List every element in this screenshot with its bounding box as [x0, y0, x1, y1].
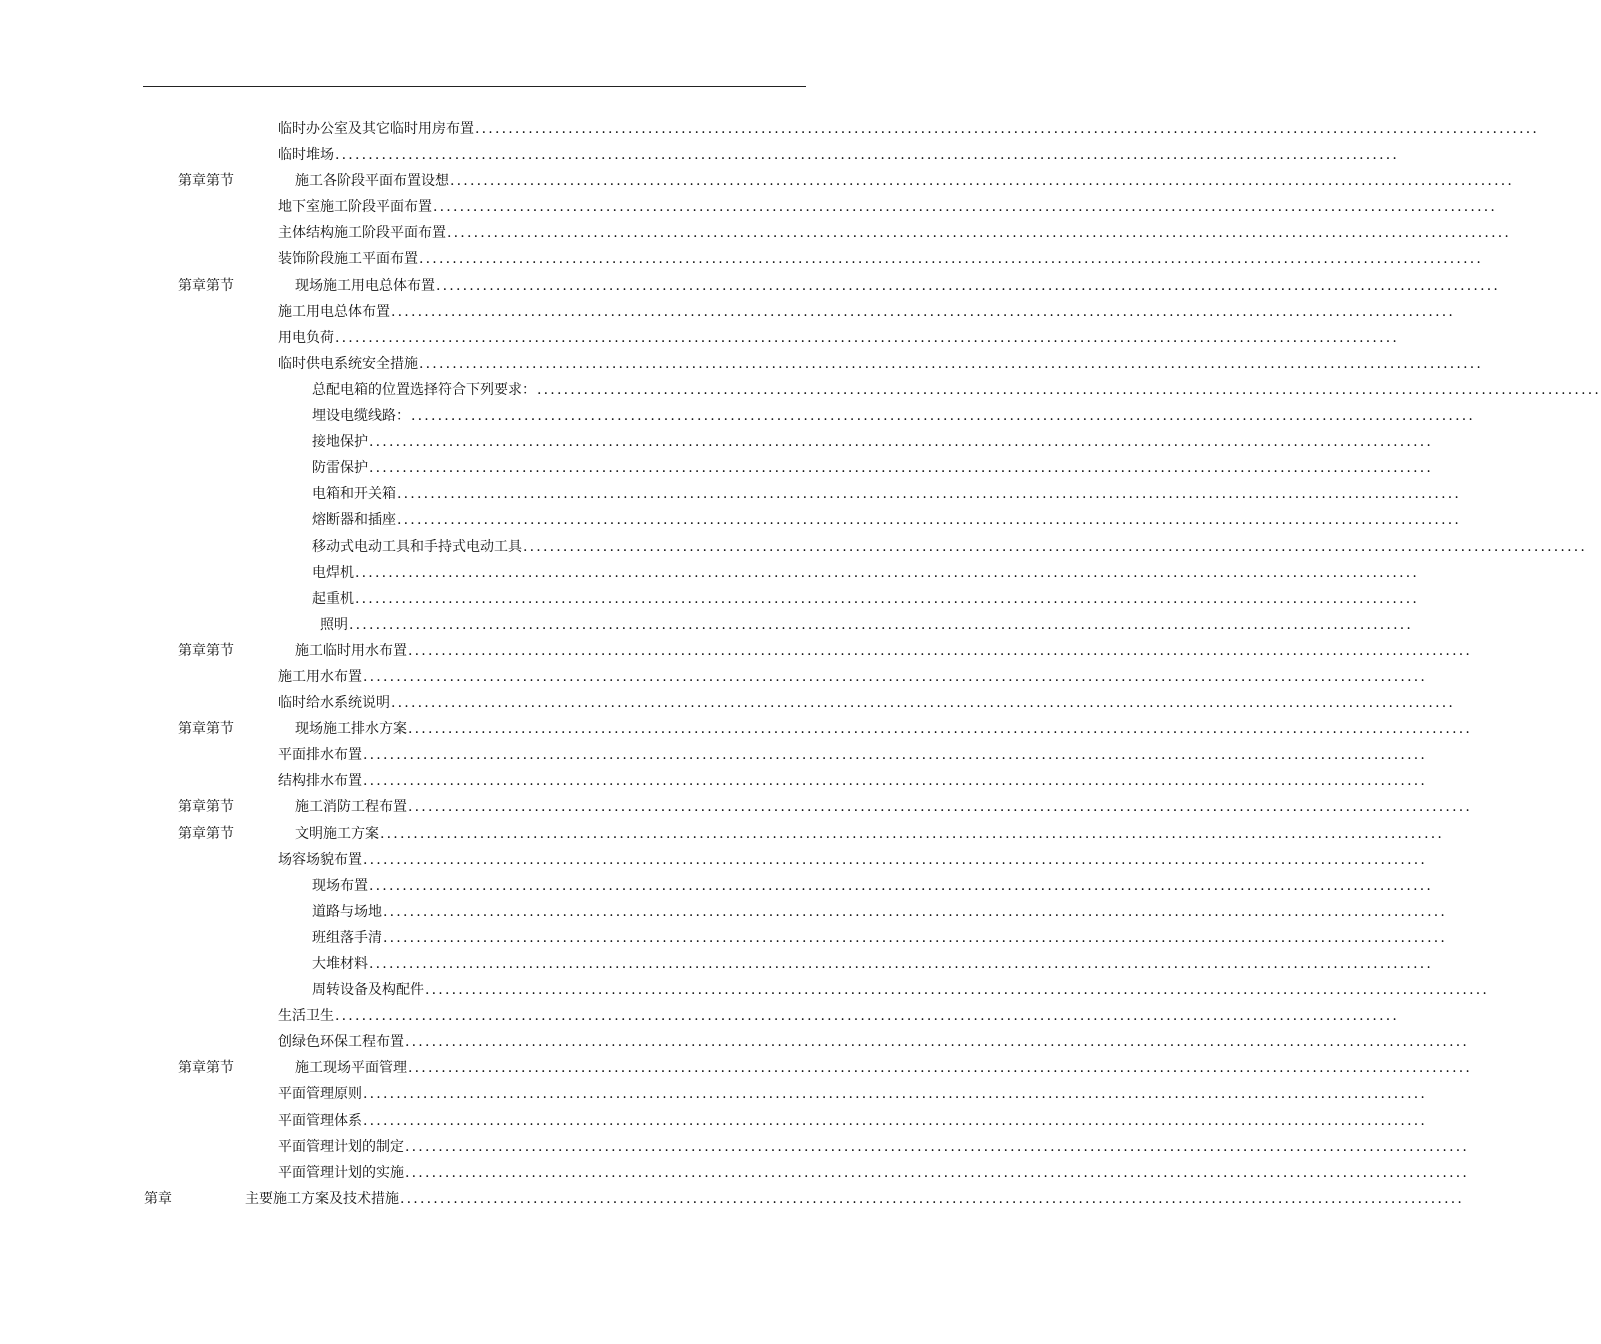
toc-dot-leader: ................................................................................................................................................................ [391, 695, 1456, 712]
toc-entry [0, 350, 1484, 376]
toc-entry [0, 480, 1462, 506]
toc-entry [0, 846, 1428, 872]
toc-entry [0, 219, 1512, 245]
toc-entry [0, 272, 1501, 298]
toc-entry-title: 移动式电动工具和手持式电动工具 [312, 538, 522, 555]
toc-entry [0, 976, 1490, 1002]
toc-dot-leader: ................................................................................................................................................................ [400, 1190, 1465, 1207]
toc-entry [0, 402, 1476, 428]
toc-entry [0, 559, 1420, 585]
toc-entry-title: 平面排水布置 [278, 747, 362, 764]
toc-entry-title: 结构排水布置 [278, 773, 362, 790]
toc-dot-leader: ................................................................................................................................................................ [419, 251, 1484, 268]
toc-entry-title: 现场施工排水方案 [295, 721, 407, 738]
toc-dot-leader: ................................................................................................................................................................ [523, 538, 1588, 555]
toc-dot-leader: ................................................................................................................................................................ [537, 381, 1601, 398]
toc-entry [0, 1185, 1465, 1211]
toc-dot-leader: ................................................................................................................................................................ [380, 825, 1445, 842]
toc-entry [0, 193, 1498, 219]
toc-dot-leader: ................................................................................................................................................................ [349, 616, 1414, 633]
toc-entry-number: 第章第节 [178, 173, 234, 190]
toc-entry [0, 663, 1428, 689]
toc-entry [0, 950, 1434, 976]
toc-entry [0, 245, 1484, 271]
toc-entry [0, 1080, 1428, 1106]
toc-entry [0, 924, 1448, 950]
toc-entry [0, 689, 1456, 715]
toc-dot-leader: ................................................................................................................................................................ [405, 1034, 1470, 1051]
toc-entry-title: 装饰阶段施工平面布置 [278, 251, 418, 268]
toc-dot-leader: ................................................................................................................................................................ [363, 1086, 1428, 1103]
toc-entry-title: 防雷保护 [312, 460, 368, 477]
toc-entry [0, 820, 1445, 846]
toc-entry-title: 场容场貌布置 [278, 851, 362, 868]
toc-entry [0, 506, 1462, 532]
toc-entry-number: 第章第节 [178, 721, 234, 738]
toc-entry [0, 585, 1420, 611]
toc-dot-leader: ................................................................................................................................................................ [408, 799, 1473, 816]
toc-dot-leader: ................................................................................................................................................................ [335, 329, 1400, 346]
toc-entry-title: 接地保护 [312, 434, 368, 451]
toc-entry-title: 用电负荷 [278, 329, 334, 346]
toc-entry [0, 741, 1428, 767]
toc-entry-title: 创绿色环保工程布置 [278, 1034, 404, 1051]
toc-entry-title: 文明施工方案 [295, 825, 379, 842]
toc-dot-leader: ................................................................................................................................................................ [363, 747, 1428, 764]
toc-entry-title: 临时办公室及其它临时用房布置 [278, 121, 474, 137]
toc-dot-leader: ................................................................................................................................................................ [363, 1112, 1428, 1129]
toc-dot-leader: ................................................................................................................................................................ [363, 851, 1428, 868]
toc-entry-title: 大堆材料 [312, 956, 368, 972]
toc-dot-leader: ................................................................................................................................................................ [450, 173, 1515, 190]
toc-entry [0, 1133, 1470, 1159]
toc-dot-leader: ................................................................................................................................................................ [355, 564, 1420, 581]
toc-entry-title: 临时供电系统安全措施 [278, 355, 418, 372]
toc-entry-title: 电焊机 [312, 564, 354, 581]
toc-dot-leader: ................................................................................................................................................................ [363, 773, 1428, 790]
toc-entry-number: 第章第节 [178, 825, 234, 842]
toc-entry-title: 主体结构施工阶段平面布置 [278, 225, 446, 242]
toc-dot-leader: ................................................................................................................................................................ [369, 460, 1434, 477]
toc-entry-title: 平面管理体系 [278, 1112, 362, 1129]
toc-dot-leader: ................................................................................................................................................................ [475, 121, 1540, 137]
toc-entry-title: 临时给水系统说明 [278, 695, 390, 712]
toc-dot-leader: ................................................................................................................................................................ [369, 956, 1434, 972]
toc-entry [0, 793, 1473, 819]
toc-dot-leader: ................................................................................................................................................................ [419, 355, 1484, 372]
toc-entry-number: 第章第节 [178, 642, 234, 659]
toc-entry-title: 施工各阶段平面布置设想 [295, 173, 449, 190]
toc-entry-number: 第章第节 [178, 277, 234, 294]
toc-entry-number: 第章第节 [178, 799, 234, 816]
toc-entry [0, 715, 1473, 741]
toc-dot-leader: ................................................................................................................................................................ [408, 642, 1473, 659]
toc-dot-leader: ................................................................................................................................................................ [411, 408, 1476, 425]
toc-entry-title: 埋设电缆线路： [312, 408, 410, 425]
toc-entry-title: 地下室施工阶段平面布置 [278, 199, 432, 216]
toc-dot-leader: ................................................................................................................................................................ [363, 668, 1428, 685]
toc-entry-title: 主要施工方案及技术措施 [245, 1190, 399, 1207]
toc-entry-number: 第章 [144, 1190, 172, 1207]
toc-dot-leader: ................................................................................................................................................................ [383, 903, 1448, 920]
toc-dot-leader: ................................................................................................................................................................ [397, 486, 1462, 503]
toc-entry-title: 临时堆场 [278, 147, 334, 164]
toc-dot-leader: ................................................................................................................................................................ [335, 147, 1400, 164]
toc-dot-leader: ................................................................................................................................................................ [408, 721, 1473, 738]
toc-entry [0, 376, 1601, 402]
toc-entry [0, 611, 1414, 637]
toc-dot-leader: ................................................................................................................................................................ [425, 982, 1490, 999]
toc-entry [0, 454, 1434, 480]
toc-entry-title: 道路与场地 [312, 903, 382, 920]
table-of-contents [0, 115, 1601, 1211]
toc-entry-number: 第章第节 [178, 1060, 234, 1077]
toc-entry-title: 平面管理计划的制定 [278, 1138, 404, 1155]
toc-dot-leader: ................................................................................................................................................................ [405, 1164, 1470, 1181]
toc-entry [0, 167, 1515, 193]
toc-entry-title: 施工临时用水布置 [295, 642, 407, 659]
toc-entry [0, 637, 1473, 663]
toc-entry [0, 324, 1400, 350]
toc-entry-title: 平面管理原则 [278, 1086, 362, 1103]
toc-dot-leader: ................................................................................................................................................................ [383, 929, 1448, 946]
toc-dot-leader: ................................................................................................................................................................ [335, 1008, 1400, 1025]
toc-dot-leader: ................................................................................................................................................................ [397, 512, 1462, 529]
toc-entry-title: 起重机 [312, 590, 354, 607]
toc-entry-title: 照明 [320, 616, 348, 633]
toc-entry [0, 1054, 1473, 1080]
toc-dot-leader: ................................................................................................................................................................ [405, 1138, 1470, 1155]
toc-entry [0, 428, 1434, 454]
toc-entry [0, 298, 1456, 324]
toc-entry [0, 898, 1448, 924]
toc-entry [0, 1107, 1428, 1133]
toc-entry [0, 1002, 1400, 1028]
toc-entry-title: 施工用水布置 [278, 668, 362, 685]
toc-dot-leader: ................................................................................................................................................................ [355, 590, 1420, 607]
toc-entry-title: 总配电箱的位置选择符合下列要求： [312, 381, 536, 398]
toc-entry-title: 平面管理计划的实施 [278, 1164, 404, 1181]
toc-entry-title: 班组落手清 [312, 929, 382, 946]
toc-entry [0, 767, 1428, 793]
toc-dot-leader: ................................................................................................................................................................ [436, 277, 1501, 294]
toc-dot-leader: ................................................................................................................................................................ [369, 434, 1434, 451]
toc-entry [0, 141, 1400, 167]
toc-entry [0, 872, 1434, 898]
toc-dot-leader: ................................................................................................................................................................ [433, 199, 1498, 216]
toc-entry-title: 施工用电总体布置 [278, 303, 390, 320]
toc-entry [0, 1159, 1470, 1185]
toc-entry-title: 现场布置 [312, 877, 368, 894]
toc-entry [0, 115, 1540, 141]
toc-entry-title: 现场施工用电总体布置 [295, 277, 435, 294]
toc-dot-leader: ................................................................................................................................................................ [408, 1060, 1473, 1077]
toc-dot-leader: ................................................................................................................................................................ [369, 877, 1434, 894]
toc-entry-title: 生活卫生 [278, 1008, 334, 1025]
header-rule [143, 86, 806, 87]
toc-entry-title: 电箱和开关箱 [312, 486, 396, 503]
toc-dot-leader: ................................................................................................................................................................ [391, 303, 1456, 320]
toc-entry [0, 1028, 1470, 1054]
toc-entry-title: 周转设备及构配件 [312, 982, 424, 999]
toc-entry [0, 533, 1588, 559]
toc-entry-title: 施工现场平面管理 [295, 1060, 407, 1077]
toc-entry-title: 熔断器和插座 [312, 512, 396, 529]
toc-entry-title: 施工消防工程布置 [295, 799, 407, 816]
toc-dot-leader: ................................................................................................................................................................ [447, 225, 1512, 242]
